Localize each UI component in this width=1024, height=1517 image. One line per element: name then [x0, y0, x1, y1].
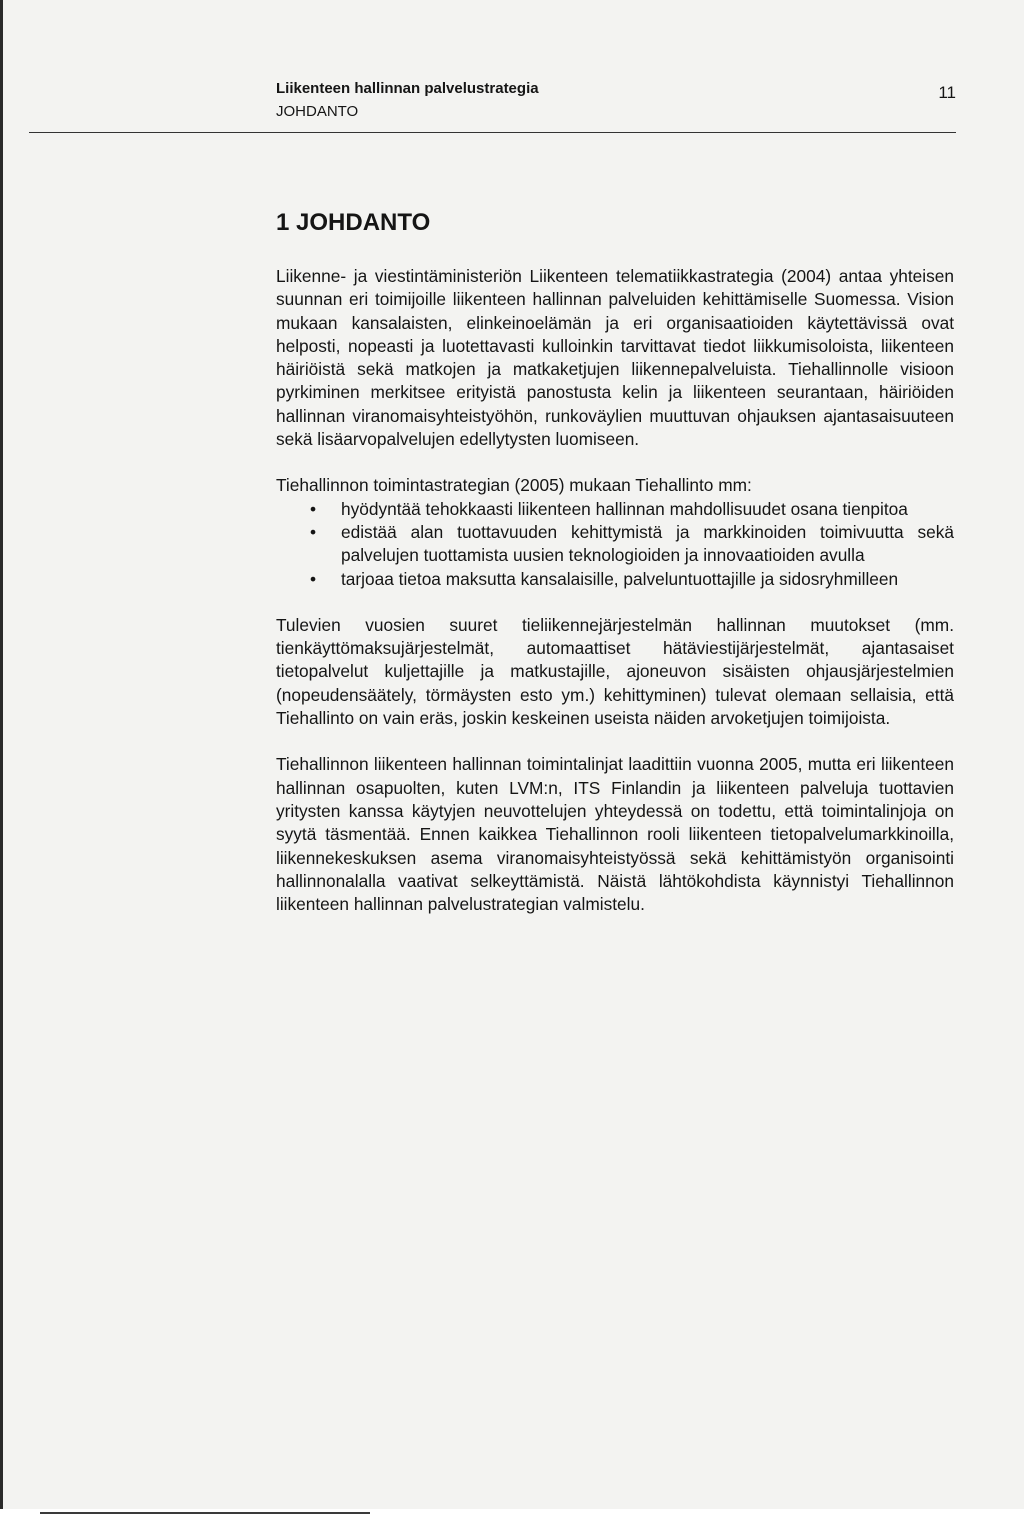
paragraph-3: Tulevien vuosien suuret tieliikennejärjestelmän hallinnan muutokset (mm. tienkäyttömaksujärjestelmät, automaattiset hätäviestijärjestelmät, ajantasaiset tietopalvelut kuljettajille ja matkustajille, ajoneuvon sisäisten ohjausjärjestelmien (nopeudensäätely, törmäysten esto ym.) kehittyminen) tulevat olemaan sellaisia, että Tiehallinto on vain eräs, joskin keskeinen useista näiden arvoketjujen toimijoista.	[276, 614, 954, 729]
bullet-icon: •	[309, 498, 317, 519]
paragraph-1: Liikenne- ja viestintäministeriön Liikenteen telematiikkastrategia (2004) antaa yhteisen suunnan eri toimijoille liikenteen hallinnan palveluiden kehittämiselle Suomessa. Vision mukaan kansalaisten, elinkeinoelämän ja eri organisaatioiden käytettävissä ovat helposti, nopeasti ja luotettavasti kulloinkin tarvittavat tiedot liikkumisoloista, liikenteen häiriöistä sekä matkojen ja matkaketjujen liikennepalveluista. Tiehallinnolle visioon pyrkiminen merkitsee erityistä panostusta kelin ja liikenteen seurantaan, häiriöiden hallinnan viranomaisyhteistyöhön, runkoväylien muuttuvan ohjauksen ajantasaisuuteen sekä lisäarvopalvelujen edellytysten luomiseen.	[276, 266, 954, 450]
scan-left-edge	[0, 0, 3, 1517]
chapter-heading: 1 JOHDANTO	[276, 209, 431, 236]
scan-bottom-mark	[40, 1512, 370, 1514]
list-item-text: tarjoaa tietoa maksutta kansalaisille, palveluntuottajille ja sidosryhmilleen	[341, 568, 899, 589]
bullet-icon: •	[309, 521, 317, 542]
page-number: 11	[938, 83, 956, 102]
list-item	[276, 568, 954, 591]
paragraph-4: Tiehallinnon liikenteen hallinnan toimintalinjat laadittiin vuonna 2005, mutta eri liikenteen hallinnan osapuolten, kuten LVM:n, ITS Finlandin ja liikenteen palveluja tuottavien yritysten kanssa käytyjen neuvottelujen yhteydessä on todettu, että toimintalinjoja on syytä täsmentää. Ennen kaikkea Tiehallinnon rooli liikenteen tietopalvelumarkkinoilla, liikennekeskuksen asema viranomaisyhteistyössä sekä kehittämistyön organisointi hallinnonalalla vaativat selkeyttämistä. Näistä lähtökohdista käynnistyi Tiehallinnon liikenteen hallinnan palvelustrategian valmistelu.	[276, 754, 954, 915]
running-title: Liikenteen hallinnan palvelustrategia	[276, 80, 539, 97]
list-item	[276, 521, 954, 568]
bullet-icon: •	[309, 568, 317, 589]
bullet-list	[276, 498, 954, 591]
list-item-text: edistää alan tuottavuuden kehittymistä ja markkinoiden toimivuutta sekä palvelujen tuottamista uusien teknologioiden ja innovaatioiden avulla	[341, 521, 954, 566]
chapter-body	[276, 207, 954, 916]
header-rule	[29, 132, 956, 133]
running-section: JOHDANTO	[276, 103, 359, 120]
list-item-text: hyödyntää tehokkaasti liikenteen hallinnan mahdollisuudet osana tienpitoa	[341, 498, 908, 519]
list-item	[276, 498, 954, 521]
paragraph-2-intro: Tiehallinnon toimintastrategian (2005) mukaan Tiehallinto mm:	[276, 475, 752, 496]
